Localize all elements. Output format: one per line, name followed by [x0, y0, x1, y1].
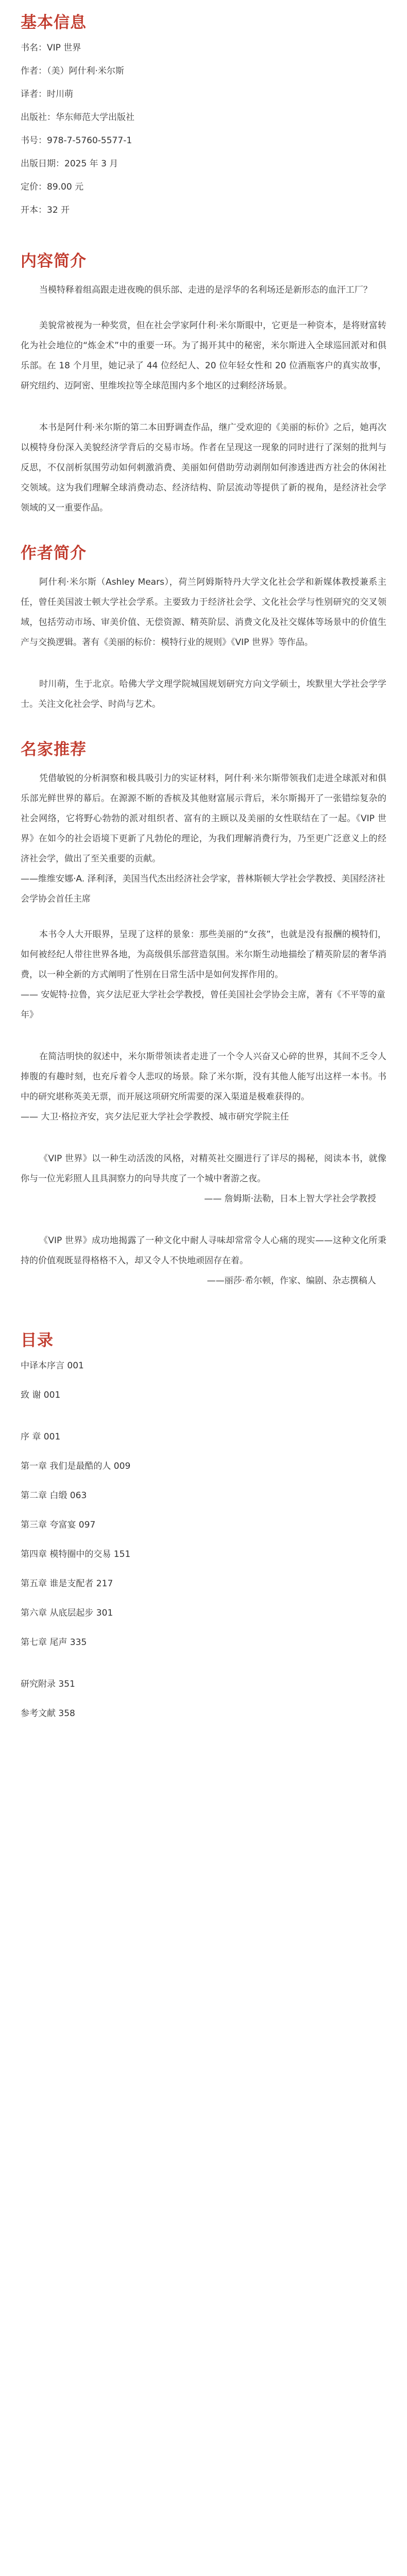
recommend-section: [21, 736, 386, 1291]
toc-chapter[interactable]: 序 章 001: [21, 1432, 61, 1442]
basic-info-heading: 基本信息: [21, 13, 87, 32]
recommend-attribution: ——丽莎·希尔顿，作家、编剧、杂志撰稿人: [207, 1276, 376, 1286]
meta-publisher: 出版社：华东师范大学出版社: [21, 112, 134, 123]
author-section: [21, 540, 386, 715]
toc-section: [21, 1327, 386, 1720]
translator-paragraph: 时川萌，生于北京。哈佛大学文理学院城国规划研究方向文学硕士，埃默里大学社会学学士。关注文化社会学、时尚与艺术。: [21, 679, 386, 709]
toc-heading: 目录: [21, 1331, 54, 1350]
intro-heading: 内容简介: [21, 252, 87, 270]
intro-paragraph: 本书是阿什利·米尔斯的第二本田野调查作品，继广受欢迎的《美丽的标价》之后，她再次以模特身份深入美貌经济学背后的交易市场。作者在呈现这一现象的同时进行了深刻的批判与反思，不仅剖析氛围劳动如何刺激消费、美丽如何借助劳动剥削如何渗透进西方社会的休闲社交领域。这为我们理解全球消费动态、经济结构、阶层流动等提供了新的视角，是经济社会学领域的又一重要作品。: [21, 422, 386, 513]
author-paragraph: 阿什利·米尔斯（Ashley Mears），荷兰阿姆斯特丹大学文化社会学和新媒体教授兼系主任，曾任美国波士顿大学社会学系。主要致力于经济社会学、文化社会学与性别研究的交叉领域，包括劳动市场、审美价值、无偿资源、精英阶层、消费文化及社交媒体等场景中的价值生产与交换逻辑。著有《美丽的标价：模特行业的规则》《VIP 世界》等作品。: [21, 577, 386, 648]
toc-chapter[interactable]: 第三章 夸富宴 097: [21, 1520, 96, 1530]
recommend-quote: 本书令人大开眼界，呈现了这样的景象：那些美丽的“女孩”，也就是没有报酬的模特们，如何被经纪人带往世界各地，为高级俱乐部营造氛围。米尔斯生动地描绘了精英阶层的奢华消费，以一种全新的方式阐明了性别在日常生活中是如何发挥作用的。: [21, 929, 386, 980]
meta-isbn: 书号：978-7-5760-5577-1: [21, 135, 132, 146]
basic-info-section: [21, 9, 386, 216]
toc-back-item[interactable]: 参考文献 358: [21, 1708, 75, 1719]
meta-price: 定价：89.00 元: [21, 182, 84, 192]
toc-chapter[interactable]: 第五章 谁是支配者 217: [21, 1579, 113, 1589]
recommend-heading: 名家推荐: [21, 740, 87, 759]
intro-paragraph: 美貌常被视为一种奖赏，但在社会学家阿什利·米尔斯眼中，它更是一种资本，是将财富转化为社会地位的“炼金术”中的重要一环。为了揭开其中的秘密，米尔斯进入全球巡回派对和俱乐部。在 18 个月里，她记录了 44 位经纪人、20 位年轻女性和 20 位酒瓶客户的真实故事，研究纽约、迈阿密、里维埃拉等全球范围内多个地区的过剩经济场景。: [21, 320, 386, 391]
recommend-quote: 凭借敏锐的分析洞察和极具吸引力的实证材料，阿什利·米尔斯带领我们走进全球派对和俱乐部光鲜世界的幕后。在源源不断的香槟及其他财富展示背后，米尔斯揭开了一张错综复杂的社会网络，它将野心勃勃的派对组织者、富有的主顾以及美丽的女性联结在了一起。《VIP 世界》在如今的社会语境下更新了凡勃伦的理论，为我们理解消费行为，乃至更广泛意义上的经济社会学，做出了至关重要的贡献。: [21, 773, 386, 864]
meta-title: 书名：VIP 世界: [21, 43, 81, 53]
author-heading: 作者简介: [21, 544, 87, 563]
meta-date: 出版日期：2025 年 3 月: [21, 159, 118, 169]
recommend-attribution: —— 大卫·格拉齐安，宾夕法尼亚大学社会学教授、城市研究学院主任: [21, 1112, 289, 1122]
intro-section: [21, 248, 386, 518]
toc-front-item[interactable]: 致 谢 001: [21, 1390, 61, 1400]
recommend-quote: 在简洁明快的叙述中，米尔斯带领读者走进了一个令人兴奋又心碎的世界，其间不乏令人捧腹的有趣时刻，也充斥着令人悲叹的场景。除了米尔斯，没有其他人能写出这样一本书。书中的研究堪称英美无票，而开展这项研究所需要的深入渠道是极难获得的。: [21, 1052, 386, 1102]
meta-author: 作者：（美）阿什利·米尔斯: [21, 66, 124, 76]
recommend-attribution: ——维维安娜·A. 泽利泽，美国当代杰出经济社会学家，普林斯顿大学社会学教授、美国经济社会学协会首任主席: [21, 874, 385, 904]
toc-chapter[interactable]: 第七章 尾声 335: [21, 1637, 87, 1648]
toc-chapter[interactable]: 第四章 模特圈中的交易 151: [21, 1549, 131, 1560]
toc-chapter[interactable]: 第二章 白缎 063: [21, 1490, 87, 1501]
recommend-quote: 《VIP 世界》成功地揭露了一种文化中耐人寻味却常常令人心痛的现实——这种文化所秉持的价值观既显得格格不入，却又令人不快地顽固存在着。: [21, 1235, 386, 1266]
recommend-attribution: —— 詹姆斯·法勒，日本上智大学社会学教授: [204, 1194, 376, 1204]
toc-back-item[interactable]: 研究附录 351: [21, 1679, 75, 1689]
meta-translator: 译者：时川萌: [21, 89, 73, 99]
recommend-attribution: —— 安妮特·拉鲁，宾夕法尼亚大学社会学教授，曾任美国社会学协会主席，著有《不平等的童年》: [21, 990, 385, 1020]
toc-front-item[interactable]: 中译本序言 001: [21, 1361, 84, 1371]
toc-chapter[interactable]: 第六章 从底层起步 301: [21, 1608, 113, 1618]
intro-paragraph: 当模特释着组高跟走进夜晚的俱乐部、走进的是浮华的名利场还是新形态的血汗工厂？: [39, 285, 372, 295]
toc-chapter[interactable]: 第一章 我们是最酷的人 009: [21, 1461, 131, 1471]
recommend-quote: 《VIP 世界》以一种生动活泼的风格，对精英社交圈进行了详尽的揭秘，阅读本书，就像你与一位光彩照人且具洞察力的向导共度了一个城中奢游之夜。: [21, 1154, 386, 1184]
meta-format: 开本：32 开: [21, 205, 70, 215]
